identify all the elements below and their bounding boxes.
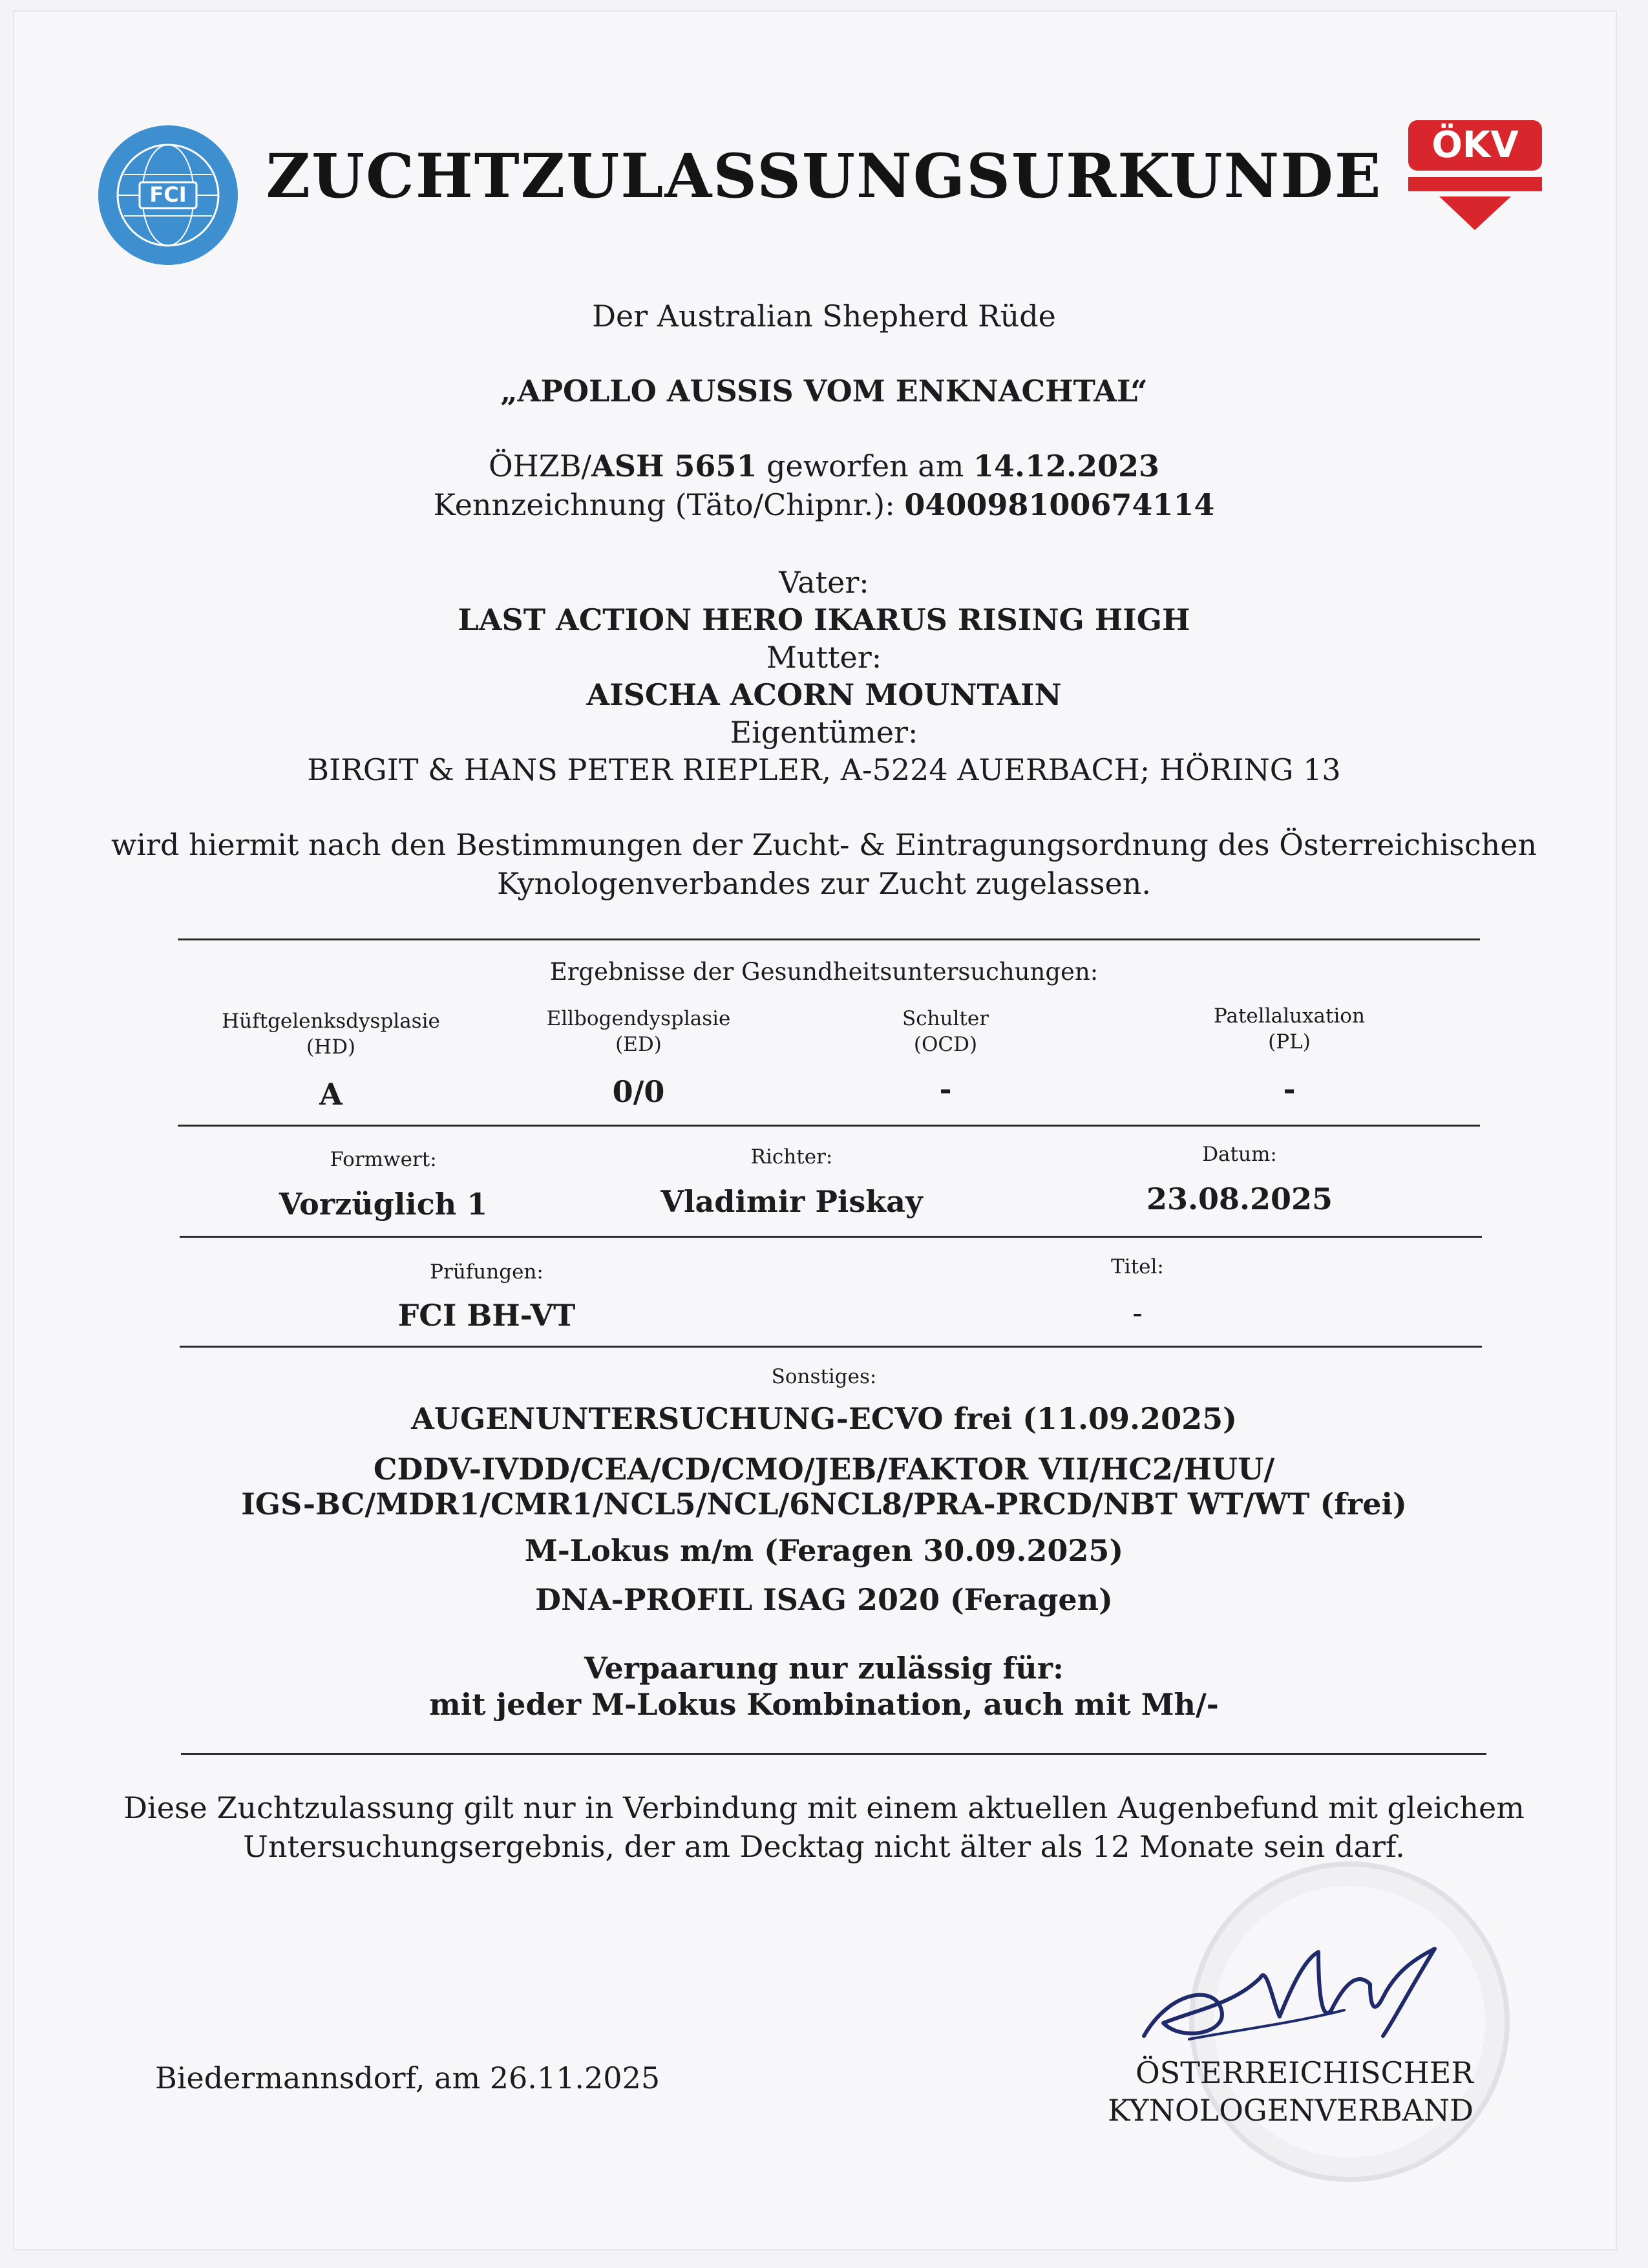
okv-logo-text: ÖKV [1431,124,1519,166]
hd-label [202,1008,460,1060]
datum-label: Datum: [1202,1143,1277,1166]
health-heading: Ergebnisse der Gesundheitsuntersuchungen: [549,958,1099,986]
org-line-1: ÖSTERREICHISCHER [1135,2055,1474,2090]
hd-label-text: Hüftgelenksdysplasie [222,1010,440,1033]
ocd-label [816,1006,1075,1057]
titel-value: - [1132,1295,1143,1330]
ocd-value: - [939,1072,952,1107]
owner-value: BIRGIT & HANS PETER RIEPLER, A-5224 AUERBACH; HÖRING 13 [307,752,1341,787]
registry-prefix: ÖHZB/ [488,449,592,483]
mating-value: mit jeder M-Lokus Kombination, auch mit Mh/- [429,1687,1219,1722]
titel-label: Titel: [1111,1255,1164,1278]
pl-label-text: Patellaluxation [1214,1004,1365,1028]
divider [180,1346,1482,1348]
pruefungen-label: Prüfungen: [430,1260,544,1284]
richter-value: Vladimir Piskay [660,1184,923,1219]
datum-value: 23.08.2025 [1146,1182,1333,1216]
birth-date: 14.12.2023 [973,449,1160,483]
other-line: CDDV-IVDD/CEA/CD/CMO/JEB/FAKTOR VII/HC2/HUU/ [373,1452,1275,1487]
signature [1125,1913,1486,2062]
other-line: AUGENUNTERSUCHUNG-ECVO frei (11.09.2025) [411,1401,1237,1436]
statement-line-1: wird hiermit nach den Bestimmungen der Zucht- & Eintragungsordnung des Österreichischen [111,827,1537,862]
born-label: geworfen am [757,449,973,483]
fci-logo-text: FCI [149,182,187,207]
org-line-2: KYNOLOGENVERBAND [1108,2093,1474,2128]
chip-label: Kennzeichnung (Täto/Chipnr.): [433,487,905,522]
ocd-label-text: Schulter [902,1007,989,1030]
formwert-value: Vorzüglich 1 [279,1187,488,1222]
divider [180,1236,1482,1238]
place-date: Biedermannsdorf, am 26.11.2025 [155,2061,660,2095]
chip-number: 040098100674114 [904,487,1215,522]
ed-abbr: (ED) [615,1033,662,1056]
ed-label [509,1006,768,1057]
other-line: DNA-PROFIL ISAG 2020 (Feragen) [535,1582,1113,1617]
registry-number: ASH 5651 [591,449,757,483]
pl-label [1160,1003,1419,1055]
pl-value: - [1283,1072,1296,1107]
father-name: LAST ACTION HERO IKARUS RISING HIGH [458,602,1190,637]
richter-label: Richter: [750,1145,833,1169]
dog-intro: Der Australian Shepherd Rüde [592,299,1056,334]
mother-name: AISCHA ACORN MOUNTAIN [586,677,1062,712]
pl-abbr: (PL) [1268,1030,1311,1054]
statement-line-2: Kynologenverbandes zur Zucht zugelassen. [497,866,1151,901]
father-label: Vater: [779,565,869,600]
ed-label-text: Ellbogendysplasie [546,1007,731,1030]
hd-abbr: (HD) [306,1035,356,1059]
divider [178,938,1480,940]
owner-label: Eigentümer: [730,715,918,750]
chip-line [0,487,1648,522]
pruefungen-value: FCI BH-VT [397,1298,576,1333]
validity-line-2: Untersuchungsergebnis, der am Decktag nicht älter als 12 Monate sein darf. [243,1829,1405,1864]
divider [178,1125,1480,1127]
dog-name: „APOLLO AUSSIS VOM ENKNACHTAL“ [500,374,1148,408]
other-line: M-Lokus m/m (Feragen 30.09.2025) [524,1533,1124,1568]
ed-value: 0/0 [612,1074,665,1109]
mating-label: Verpaarung nur zulässig für: [584,1651,1064,1686]
page-title: ZUCHTZULASSUNGSURKUNDE [266,141,1382,212]
registry-line [0,449,1648,483]
mother-label: Mutter: [766,640,882,675]
formwert-label: Formwert: [330,1148,437,1171]
hd-value: A [319,1077,343,1112]
divider [181,1753,1486,1755]
other-line: IGS-BC/MDR1/CMR1/NCL5/NCL/6NCL8/PRA-PRCD/NBT WT/WT (frei) [241,1487,1407,1521]
validity-line-1: Diese Zuchtzulassung gilt nur in Verbindung mit einem aktuellen Augenbefund mit gleichem [123,1790,1525,1825]
other-label: Sonstiges: [771,1365,877,1388]
ocd-abbr: (OCD) [913,1033,978,1056]
